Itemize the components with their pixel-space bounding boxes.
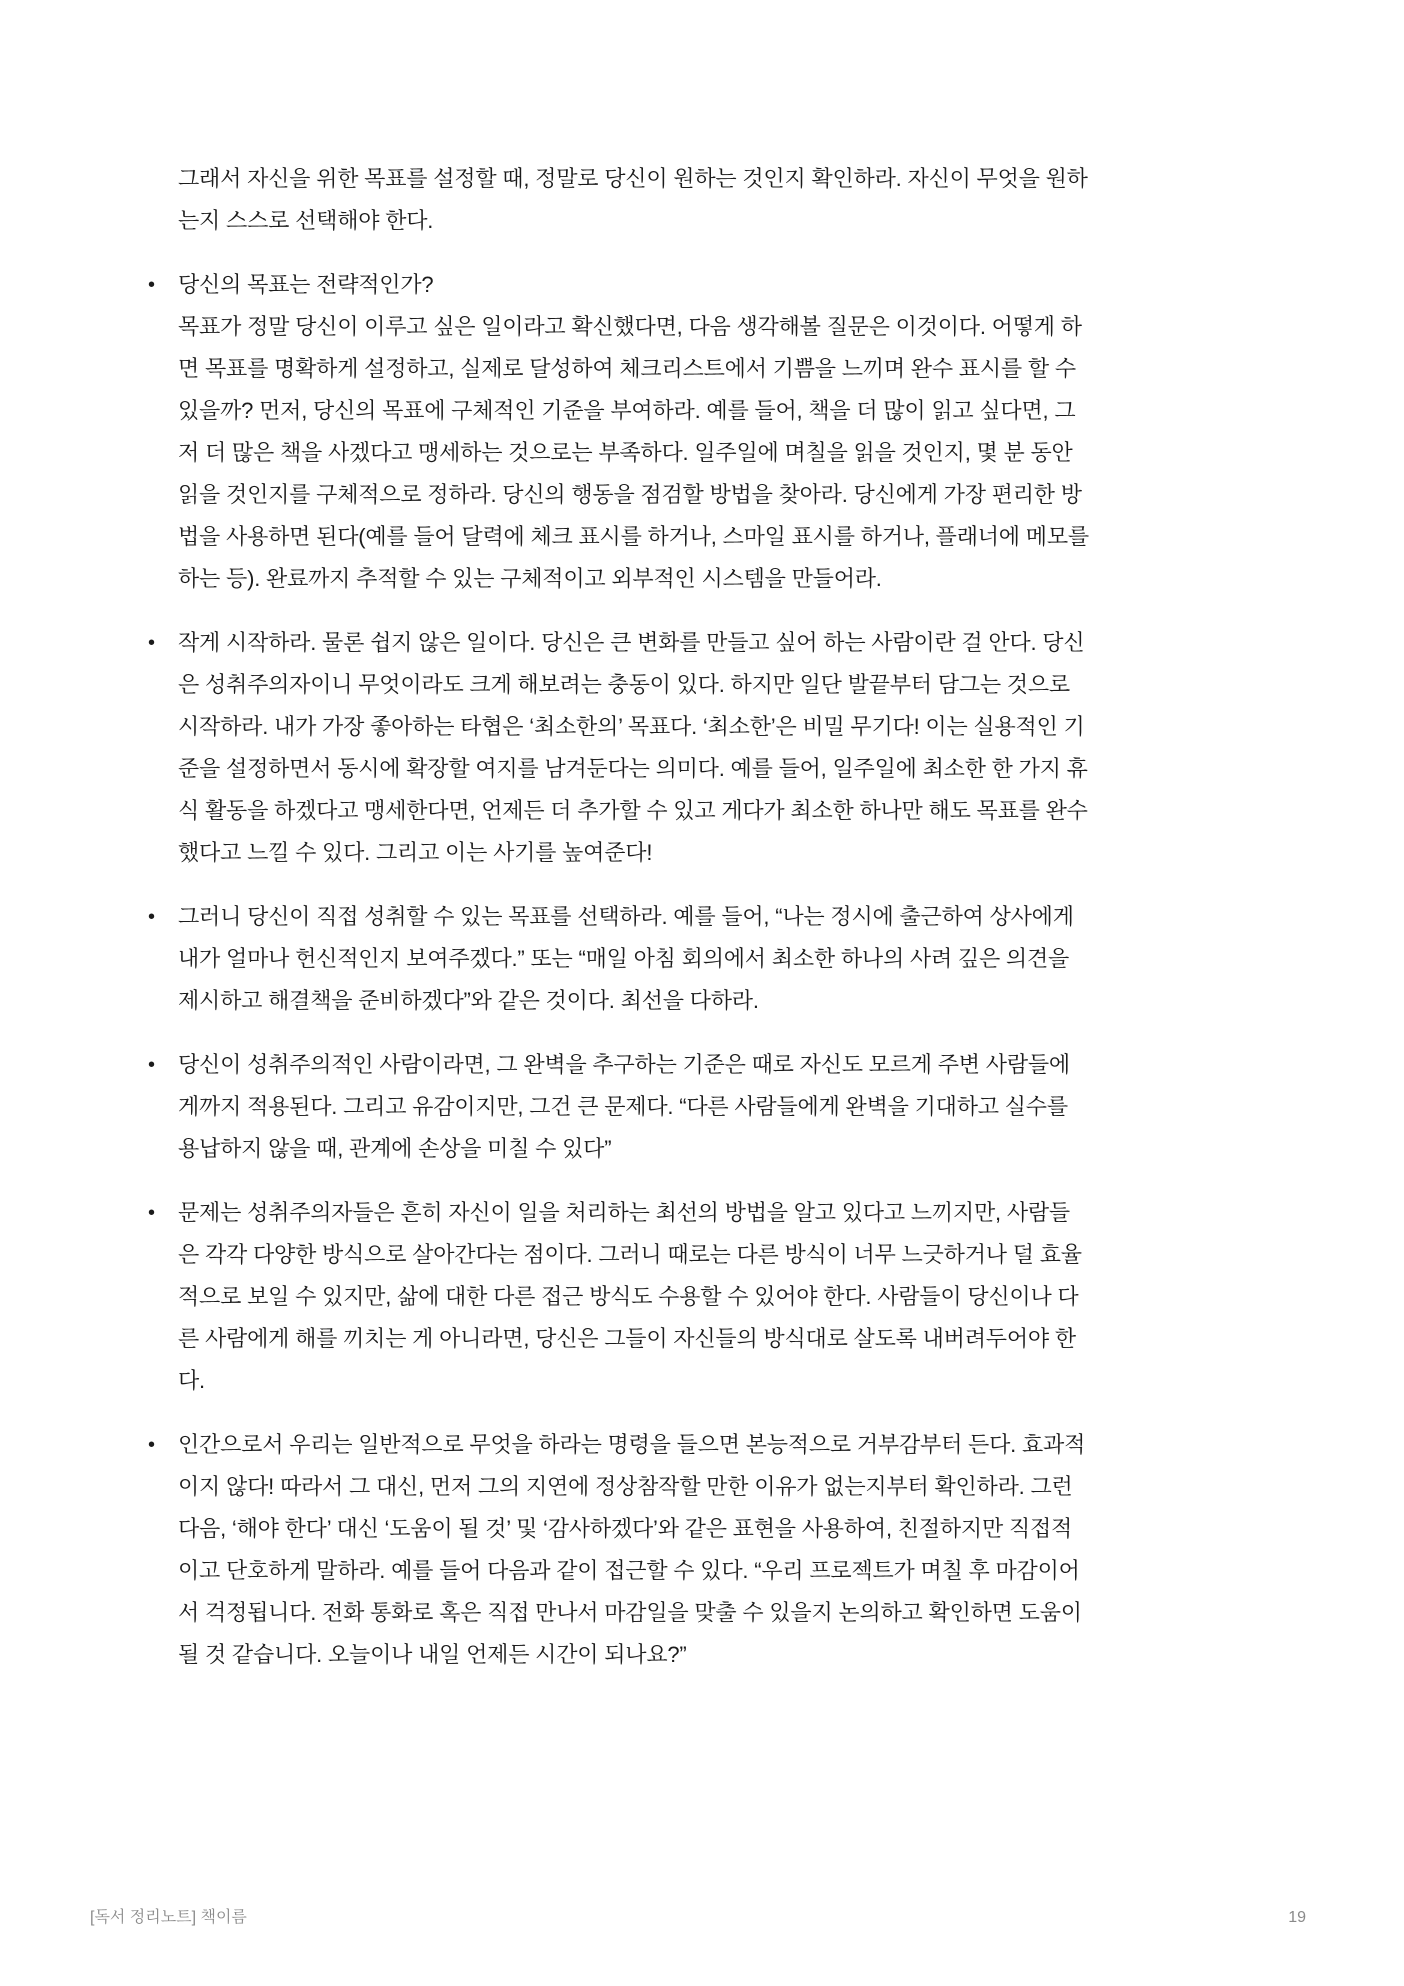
- bullet-icon: •: [148, 1202, 155, 1224]
- bullet-icon: •: [148, 274, 155, 296]
- list-item: [148, 1044, 1090, 1170]
- page-number: 19: [1288, 1909, 1306, 1926]
- list-item: [148, 622, 1090, 874]
- bullet-text: 당신이 성취주의적인 사람이라면, 그 완벽을 추구하는 기준은 때로 자신도 모르게 주변 사람들에게까지 적용된다. 그리고 유감이지만, 그건 큰 문제다. “다른 사람들에게 완벽을 기대하고 실수를 용납하지 않을 때, 관계에 손상을 미칠 수 있다”: [178, 1052, 1070, 1161]
- bullet-icon: •: [148, 632, 155, 654]
- list-item: [148, 1192, 1090, 1402]
- list-item: [148, 896, 1090, 1022]
- bullet-text: 작게 시작하라. 물론 쉽지 않은 일이다. 당신은 큰 변화를 만들고 싶어 하는 사람이란 걸 안다. 당신은 성취주의자이니 무엇이라도 크게 해보려는 충동이 있다. 하지만 일단 발끝부터 담그는 것으로 시작하라. 내가 가장 좋아하는 타협은 ‘최소한의’ 목표다. ‘최소한’은 비밀 무기다! 이는 실용적인 기준을 설정하면서 동시에 확장할 여지를 남겨둔다는 의미다. 예를 들어, 일주일에 최소한 한 가지 휴식 활동을 하겠다고 맹세한다면, 언제든 더 추가할 수 있고 게다가 최소한 하나만 해도 목표를 완수했다고 느낄 수 있다. 그리고 이는 사기를 높여준다!: [178, 630, 1088, 865]
- page-footer: [0, 1908, 1404, 1928]
- list-item: [148, 264, 1090, 600]
- intro-paragraph: 그래서 자신을 위한 목표를 설정할 때, 정말로 당신이 원하는 것인지 확인하라. 자신이 무엇을 원하는지 스스로 선택해야 한다.: [178, 166, 1088, 233]
- bullet-heading: 당신의 목표는 전략적인가?: [178, 272, 434, 297]
- bullet-text: 문제는 성취주의자들은 흔히 자신이 일을 처리하는 최선의 방법을 알고 있다고 느끼지만, 사람들은 각각 다양한 방식으로 살아간다는 점이다. 그러니 때로는 다른 방식이 너무 느긋하거나 덜 효율적으로 보일 수 있지만, 삶에 대한 다른 접근 방식도 수용할 수 있어야 한다. 사람들이 당신이나 다른 사람에게 해를 끼치는 게 아니라면, 당신은 그들이 자신들의 방식대로 살도록 내버려두어야 한다.: [178, 1200, 1082, 1393]
- bullet-icon: •: [148, 1434, 155, 1456]
- bullet-text: 인간으로서 우리는 일반적으로 무엇을 하라는 명령을 들으면 본능적으로 거부감부터 든다. 효과적이지 않다! 따라서 그 대신, 먼저 그의 지연에 정상참작할 만한 이유가 없는지부터 확인하라. 그런 다음, ‘해야 한다’ 대신 ‘도움이 될 것’ 및 ‘감사하겠다’와 같은 표현을 사용하여, 친절하지만 직접적이고 단호하게 말하라. 예를 들어 다음과 같이 접근할 수 있다. “우리 프로젝트가 며칠 후 마감이어서 걱정됩니다. 전화 통화로 혹은 직접 만나서 마감일을 맞출 수 있을지 논의하고 확인하면 도움이 될 것 같습니다. 오늘이나 내일 언제든 시간이 되나요?”: [178, 1432, 1086, 1667]
- bullet-icon: •: [148, 1054, 155, 1076]
- footer-label: [독서 정리노트] 책이름: [90, 1909, 247, 1926]
- bullet-list: [148, 264, 1090, 1676]
- bullet-icon: •: [148, 906, 155, 928]
- list-item: [148, 1424, 1090, 1676]
- bullet-text: 그러니 당신이 직접 성취할 수 있는 목표를 선택하라. 예를 들어, “나는 정시에 출근하여 상사에게 내가 얼마나 헌신적인지 보여주겠다.” 또는 “매일 아침 회의에서 최소한 하나의 사려 깊은 의견을 제시하고 해결책을 준비하겠다”와 같은 것이다. 최선을 다하라.: [178, 904, 1074, 1013]
- bullet-text: 목표가 정말 당신이 이루고 싶은 일이라고 확신했다면, 다음 생각해볼 질문은 이것이다. 어떻게 하면 목표를 명확하게 설정하고, 실제로 달성하여 체크리스트에서 기쁨을 느끼며 완수 표시를 할 수 있을까? 먼저, 당신의 목표에 구체적인 기준을 부여하라. 예를 들어, 책을 더 많이 읽고 싶다면, 그저 더 많은 책을 사겠다고 맹세하는 것으로는 부족하다. 일주일에 며칠을 읽을 것인지, 몇 분 동안 읽을 것인지를 구체적으로 정하라. 당신의 행동을 점검할 방법을 찾아라. 당신에게 가장 편리한 방법을 사용하면 된다(예를 들어 달력에 체크 표시를 하거나, 스마일 표시를 하거나, 플래너에 메모를 하는 등). 완료까지 추적할 수 있는 구체적이고 외부적인 시스템을 만들어라.: [178, 314, 1089, 591]
